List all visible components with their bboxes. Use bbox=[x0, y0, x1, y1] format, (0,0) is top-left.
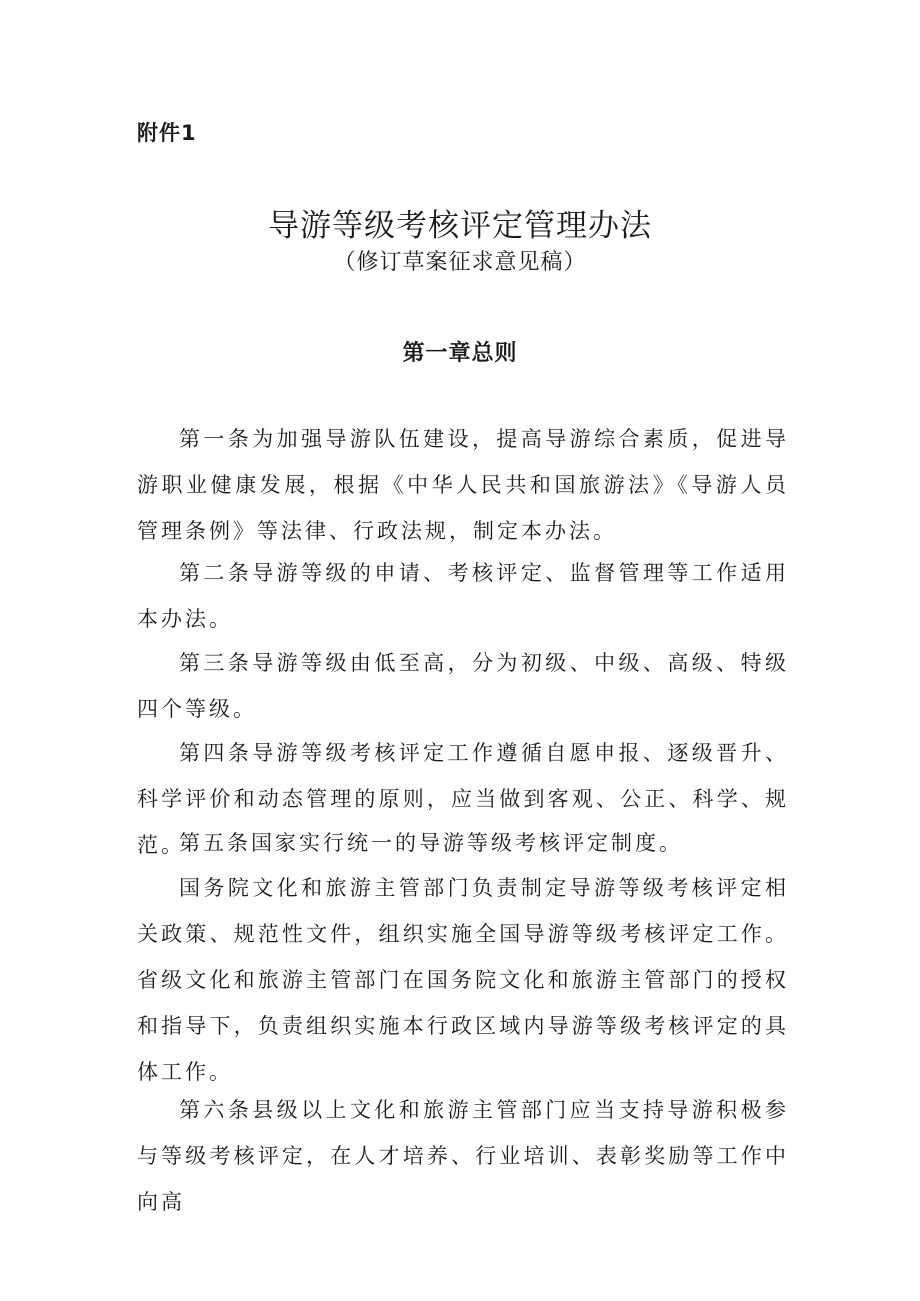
paragraph: 国务院文化和旅游主管部门负责制定导游等级考核评定相关政策、规范性文件，组织实施全国导游等级考核评定工作。省级文化和旅游主管部门在国务院文化和旅游主管部门的授权和指导下，负责组织实施本行政区域内导游等级考核评定的具体工作。 bbox=[137, 876, 789, 1084]
paragraph: 第三条导游等级由低至高，分为初级、中级、高级、特级四个等级。 bbox=[137, 651, 789, 721]
article-5-detail bbox=[137, 865, 789, 1095]
document-title: 导游等级考核评定管理办法 bbox=[268, 208, 652, 244]
document-subtitle: （修订草案征求意见稿） bbox=[333, 250, 587, 275]
paragraph: 第六条县级以上文化和旅游主管部门应当支持导游积极参与等级考核评定，在人才培养、行业培训、表彰奖励等工作中向高 bbox=[137, 1098, 789, 1214]
paragraph: 第四条导游等级考核评定工作遵循自愿申报、逐级晋升、科学评价和动态管理的原则，应当做到客观、公正、科学、规范。 bbox=[137, 741, 789, 857]
article-5 bbox=[137, 820, 789, 866]
article-3 bbox=[137, 640, 789, 732]
article-2 bbox=[137, 550, 789, 642]
paragraph: 第一条为加强导游队伍建设，提高导游综合素质，促进导游职业健康发展，根据《中华人民共和国旅游法》《导游人员管理条例》等法律、行政法规，制定本办法。 bbox=[137, 427, 789, 543]
paragraph: 第五条国家实行统一的导游等级考核评定制度。 bbox=[179, 831, 683, 855]
attachment-label: 附件1 bbox=[137, 121, 197, 145]
paragraph: 第二条导游等级的申请、考核评定、监督管理等工作适用本办法。 bbox=[137, 561, 789, 631]
chapter-heading: 第一章总则 bbox=[402, 341, 518, 366]
article-1 bbox=[137, 416, 789, 554]
article-6 bbox=[137, 1087, 789, 1225]
